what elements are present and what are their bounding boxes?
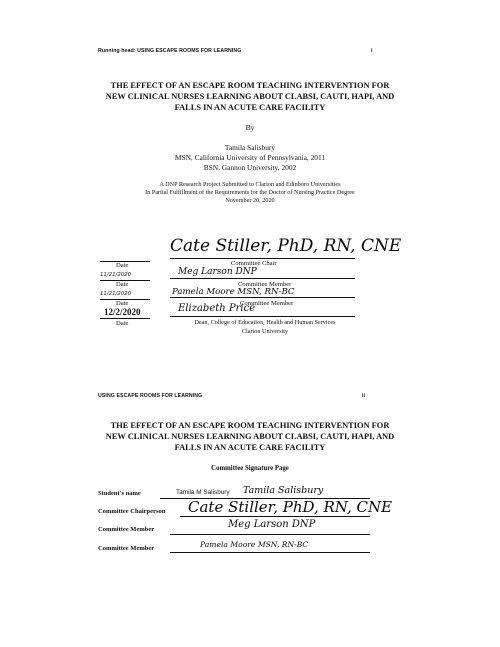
document-title	[60, 420, 440, 453]
row-label: Student's name	[98, 490, 141, 497]
page-number: i	[371, 48, 373, 54]
signature-line	[170, 297, 355, 298]
author-name: Tamila Salisbury	[224, 143, 276, 152]
member-signature: Pamela Moore MSN, RN-BC	[200, 540, 309, 549]
member-role-label: Committee Member	[238, 281, 292, 288]
submission-line: In Partial Fulfillment of the Requirements for the Doctor of Nursing Practice Degree	[145, 189, 355, 196]
title-line: NEW CLINICAL NURSES LEARNING ABOUT CLABSI, CAUTI, HAPI, AND	[105, 432, 395, 441]
title-line: NEW CLINICAL NURSES LEARNING ABOUT CLABSI, CAUTI, HAPI, AND	[105, 92, 395, 101]
university-label: Clarion University	[241, 328, 289, 335]
row-label: Committee Member	[98, 545, 155, 552]
signed-date: 11/21/2020	[100, 291, 132, 297]
document-title	[60, 80, 440, 113]
member-role-label: Committee Member	[240, 300, 294, 307]
student-name-value: Tamila M Salisbury	[176, 489, 230, 496]
dean-signature: Elizabeth Price	[178, 303, 256, 314]
page-number: ii	[362, 393, 366, 399]
chair-signature: Cate Stiller, PhD, RN, CNE	[170, 236, 402, 256]
title-line: FALLS IN AN ACUTE CARE FACILITY	[174, 103, 326, 112]
date-line	[100, 318, 150, 319]
date-label: Date	[116, 300, 129, 307]
title-line: FALLS IN AN ACUTE CARE FACILITY	[174, 443, 326, 452]
date-label: Date	[116, 262, 129, 269]
signature-line	[170, 278, 355, 279]
title-line: THE EFFECT OF AN ESCAPE ROOM TEACHING INTERVENTION FOR	[110, 421, 390, 430]
section-title: Committee Signature Page	[211, 465, 289, 472]
signature-line	[170, 258, 355, 259]
signature-line	[170, 552, 370, 553]
submission-statement	[90, 181, 410, 205]
member-signature: Pamela Moore MSN, RN-BC	[172, 287, 295, 297]
by-label: By	[245, 123, 255, 132]
row-label: Committee Member	[98, 526, 155, 533]
dean-role-label: Dean, College of Education, Health and Human Services	[194, 319, 336, 326]
member-signature: Meg Larson DNP	[178, 267, 257, 277]
title-line: THE EFFECT OF AN ESCAPE ROOM TEACHING INTERVENTION FOR	[110, 81, 390, 90]
chair-role-label: Committee Chair	[231, 260, 277, 267]
running-head: Running head: USING ESCAPE ROOMS FOR LEARNING	[98, 48, 242, 54]
row-label: Committee Chairperson	[98, 508, 166, 515]
date-label: Date	[116, 281, 129, 288]
running-head: USING ESCAPE ROOMS FOR LEARNING	[98, 393, 203, 399]
chair-signature: Cate Stiller, PhD, RN, CNE	[188, 498, 393, 516]
submission-date: November 20, 2020	[225, 197, 275, 204]
signed-date: 12/2/2020	[104, 307, 141, 317]
submission-line: A DNP Research Project Submitted to Clarion and Edinboro Universities	[159, 181, 341, 188]
member-signature: Meg Larson DNP	[228, 519, 316, 530]
signature-line	[180, 516, 370, 517]
signature-line	[170, 316, 355, 317]
date-label: Date	[116, 320, 129, 327]
signed-date: 11/21/2020	[100, 272, 132, 278]
degree-bsn: BSN, Gannon University, 2002	[203, 163, 297, 172]
degree-msn: MSN, California University of Pennsylvania, 2011	[174, 153, 326, 162]
student-signature: Tamila Salisbury	[243, 485, 324, 496]
signature-line	[170, 534, 370, 535]
